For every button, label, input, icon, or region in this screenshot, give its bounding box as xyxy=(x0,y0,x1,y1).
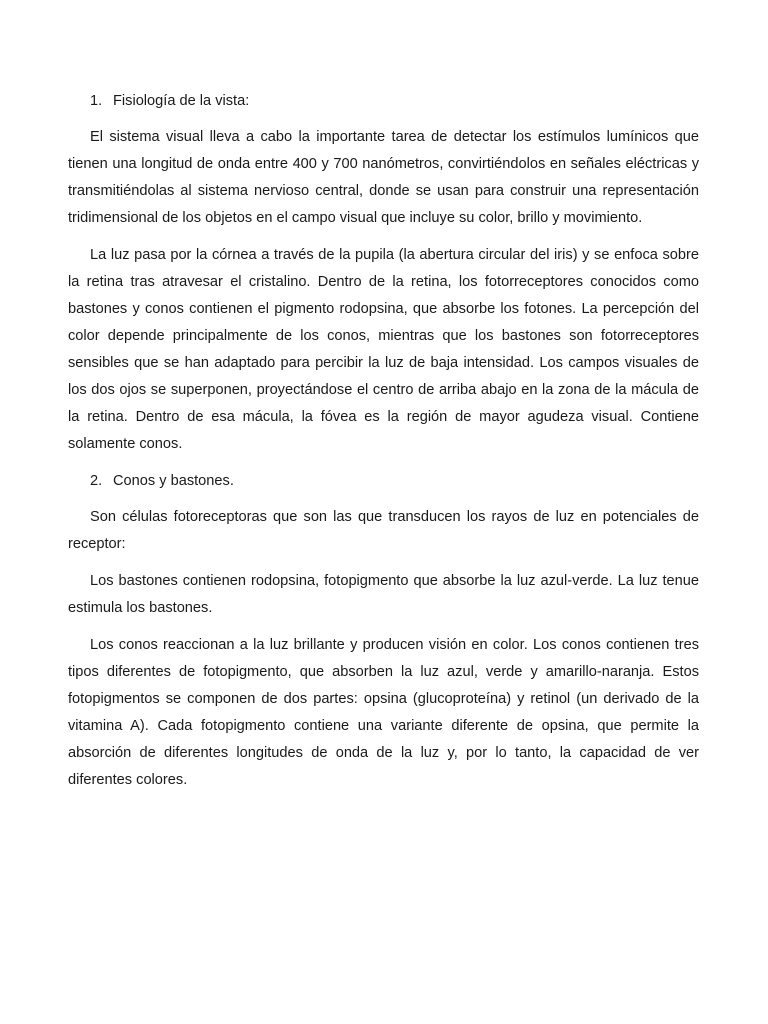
section-heading-fisiologia xyxy=(68,88,699,115)
paragraph: Los bastones contienen rodopsina, fotopigmento que absorbe la luz azul-verde. La luz tenue estimula los bastones. xyxy=(68,573,699,616)
paragraph: El sistema visual lleva a cabo la importante tarea de detectar los estímulos lumínicos que tienen una longitud de onda entre 400 y 700 nanómetros, convirtiéndolos en señales eléctricas y transmitiéndolas al sistema nervioso central, donde se usan para construir una representación tridimensional de los objetos en el campo visual que incluye su color, brillo y movimiento. xyxy=(68,129,699,226)
paragraph: La luz pasa por la córnea a través de la pupila (la abertura circular del iris) y se enfoca sobre la retina tras atravesar el cristalino. Dentro de la retina, los fotorreceptores conocidos como bastones y conos contienen el pigmento rodopsina, que absorbe los fotones. La percepción del color depende principalmente de los conos, mientras que los bastones son fotorreceptores sensibles que se han adaptado para percibir la luz de baja intensidad. Los campos visuales de los dos ojos se superponen, proyectándose el centro de arriba abajo en la zona de la mácula de la retina. Dentro de esa mácula, la fóvea es la región de mayor agudeza visual. Contiene solamente conos. xyxy=(68,247,699,452)
section-title: Fisiología de la vista: xyxy=(113,93,250,109)
paragraph: Son células fotoreceptoras que son las que transducen los rayos de luz en potenciales de receptor: xyxy=(68,509,699,552)
section-number: 1. xyxy=(90,93,103,109)
section-number: 2. xyxy=(90,473,103,489)
section-heading-conos-bastones xyxy=(68,468,699,495)
document-page xyxy=(68,88,699,804)
section-title: Conos y bastones. xyxy=(113,473,234,489)
paragraph: Los conos reaccionan a la luz brillante y producen visión en color. Los conos contienen tres tipos diferentes de fotopigmento, que absorben la luz azul, verde y amarillo-naranja. Estos fotopigmentos se componen de dos partes: opsina (glucoproteína) y retinol (un derivado de la vitamina A). Cada fotopigmento contiene una variante diferente de opsina, que permite la absorción de diferentes longitudes de onda de la luz y, por lo tanto, la capacidad de ver diferentes colores. xyxy=(68,637,699,788)
